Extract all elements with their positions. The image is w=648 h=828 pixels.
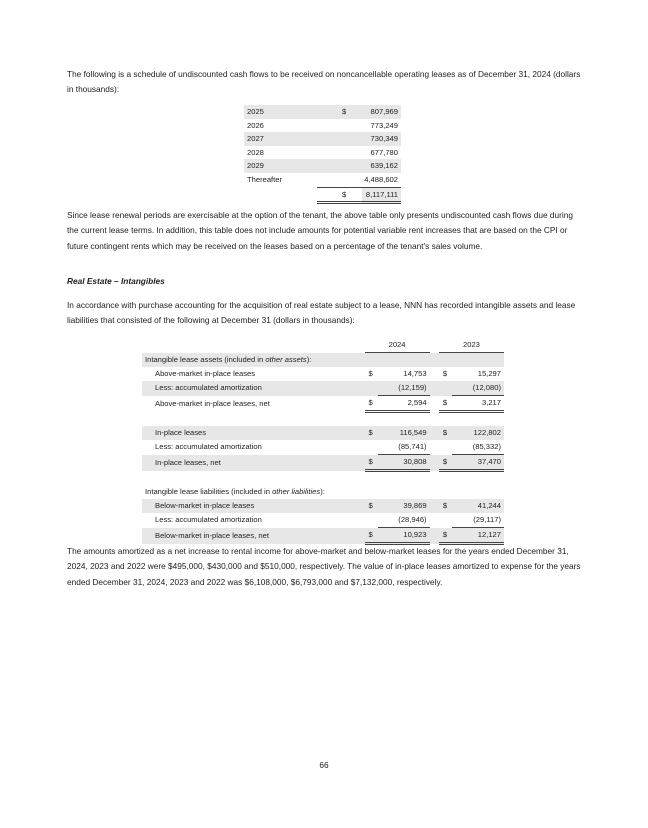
currency-symbol <box>317 146 362 160</box>
empty-cell <box>430 440 439 455</box>
empty-cell <box>430 338 439 353</box>
amount-value: 773,249 <box>370 120 398 130</box>
lease-schedule-table <box>244 105 401 204</box>
row-label: Below-market in-place leases, net <box>142 528 365 544</box>
table-row <box>142 367 504 381</box>
empty-cell <box>142 338 365 353</box>
currency-symbol <box>317 159 362 173</box>
value-2024: (28,946) <box>378 513 429 528</box>
currency-symbol: $ <box>317 105 362 119</box>
section-header-row <box>142 353 504 368</box>
table-row <box>244 146 401 160</box>
currency-symbol: $ <box>439 426 453 440</box>
currency-symbol: $ <box>439 528 453 544</box>
column-header-2024: 2024 <box>365 338 430 353</box>
amortization-paragraph: The amounts amortized as a net increase to rental income for above-market and below-market leases for the years ended December 31, 2024, 2023 and 2022 were $495,000, $430,000 and $510,000, respectively. The value of in-place leases amortized to expense for the years ended December 31, 2024, 2023 and 2022 was $6,108,000, $6,793,000 and $7,132,000, respectively. <box>67 546 581 587</box>
total-value: 8,117,111 <box>362 187 401 203</box>
currency-symbol <box>317 173 362 187</box>
amount-value: 4,488,602 <box>364 174 398 184</box>
row-label: Less: accumulated amortization <box>155 515 262 525</box>
table-row <box>142 499 504 513</box>
currency-symbol: $ <box>365 499 379 513</box>
value-2024: 2,594 <box>378 396 429 412</box>
value-2023: 3,217 <box>452 396 504 412</box>
amount-value: 730,349 <box>362 132 401 146</box>
section-header-row <box>142 485 504 499</box>
empty-cell <box>430 381 439 396</box>
value-2023: 41,244 <box>452 499 504 513</box>
value-2023: (85,332) <box>452 440 504 455</box>
empty-cell <box>142 471 504 486</box>
year-label: 2026 <box>247 120 264 130</box>
intro-paragraph: The following is a schedule of undiscounted cash flows to be received on noncancellable operating leases as of December 31, 2024 (dollars in thousands): <box>67 69 581 95</box>
row-label: In-place leases <box>142 426 365 440</box>
table-row <box>244 119 401 133</box>
empty-cell <box>430 396 439 412</box>
empty-cell <box>430 528 439 544</box>
header-suffix: ): <box>320 487 325 496</box>
header-text: Intangible lease liabilities (included in <box>145 487 273 496</box>
table-row <box>142 381 504 396</box>
value-2023: 37,470 <box>452 455 504 471</box>
table-row <box>142 426 504 440</box>
currency-symbol: $ <box>317 187 362 203</box>
header-text: Intangible lease assets (included in <box>145 355 266 364</box>
empty-cell <box>439 440 453 455</box>
header-italic-text: other liabilities <box>272 487 321 496</box>
currency-symbol: $ <box>442 369 448 378</box>
value-2023: 12,127 <box>452 528 504 544</box>
currency-symbol <box>317 119 362 133</box>
total-row <box>244 187 401 203</box>
table-row <box>142 396 504 412</box>
table-row <box>142 513 504 528</box>
value-2024: 116,549 <box>378 426 429 440</box>
year-label: Thereafter <box>247 175 283 185</box>
value-2023: 122,802 <box>452 426 504 440</box>
header-italic-text: other assets <box>265 355 307 364</box>
amount-value: 677,780 <box>370 147 398 157</box>
accounting-paragraph: In accordance with purchase accounting for the acquisition of real estate subject to a lease, NNN has recorded intangible assets and lease liabilities that consisted of the following at December 31 (dollars in thousands): <box>67 300 576 326</box>
empty-cell <box>430 426 439 440</box>
table-row <box>244 132 401 146</box>
currency-symbol: $ <box>365 426 379 440</box>
amount-value: 639,162 <box>362 159 401 173</box>
header-row <box>142 338 504 353</box>
table-row <box>142 528 504 544</box>
empty-cell <box>439 513 453 528</box>
empty-cell <box>244 187 317 203</box>
column-header-2023: 2023 <box>439 338 504 353</box>
currency-symbol: $ <box>365 528 379 544</box>
empty-cell <box>430 513 439 528</box>
page-number: 66 <box>319 760 329 770</box>
spacer-row <box>142 471 504 486</box>
table-row <box>244 173 401 187</box>
row-label: In-place leases, net <box>142 455 365 471</box>
currency-symbol: $ <box>365 455 379 471</box>
currency-symbol: $ <box>439 396 453 412</box>
empty-cell <box>365 440 379 455</box>
empty-cell <box>142 412 504 427</box>
row-label: Less: accumulated amortization <box>155 442 262 452</box>
year-label: 2029 <box>244 159 317 173</box>
value-2024: 30,808 <box>378 455 429 471</box>
empty-cell <box>430 455 439 471</box>
value-2024: 14,753 <box>403 369 427 378</box>
table-row <box>244 159 401 173</box>
empty-cell <box>365 381 379 396</box>
section-heading: Real Estate – Intangibles <box>67 276 165 286</box>
liabilities-header <box>142 485 504 499</box>
value-2023: (12,080) <box>452 381 504 396</box>
value-2024: (85,741) <box>378 440 429 455</box>
row-label: Above-market in-place leases <box>155 369 256 378</box>
renewal-paragraph: Since lease renewal periods are exercisable at the option of the tenant, the above table only presents undiscounted cash flows due during the current lease terms. In addition, this table does not include amounts for potential variable rent increases that are based on the CPI or future contingent rents which may be received on the leases based on a percentage of the tenant's sales volume. <box>67 210 573 251</box>
value-2023: (29,117) <box>452 513 504 528</box>
value-2024: 39,869 <box>378 499 429 513</box>
year-label: 2027 <box>244 132 317 146</box>
header-suffix: ): <box>306 355 312 364</box>
row-label: Less: accumulated amortization <box>142 381 365 396</box>
year-label: 2025 <box>244 105 317 119</box>
year-label: 2028 <box>247 147 264 157</box>
intangibles-table <box>142 338 504 545</box>
empty-cell <box>365 513 379 528</box>
currency-symbol <box>317 132 362 146</box>
table-row <box>142 455 504 471</box>
value-2024: 10,923 <box>378 528 429 544</box>
value-2023: 15,297 <box>477 369 501 378</box>
amount-value: 807,969 <box>362 105 401 119</box>
empty-cell <box>430 367 439 381</box>
table-row <box>142 440 504 455</box>
spacer-row <box>142 412 504 427</box>
table-row <box>244 105 401 119</box>
currency-symbol: $ <box>439 499 453 513</box>
currency-symbol: $ <box>439 455 453 471</box>
empty-cell <box>430 499 439 513</box>
empty-cell <box>439 381 453 396</box>
row-label: Above-market in-place leases, net <box>155 398 270 408</box>
assets-header <box>142 353 504 368</box>
currency-symbol: $ <box>365 396 379 412</box>
row-label: Below-market in-place leases <box>142 499 365 513</box>
currency-symbol: $ <box>368 369 373 378</box>
value-2024: (12,159) <box>378 381 429 396</box>
